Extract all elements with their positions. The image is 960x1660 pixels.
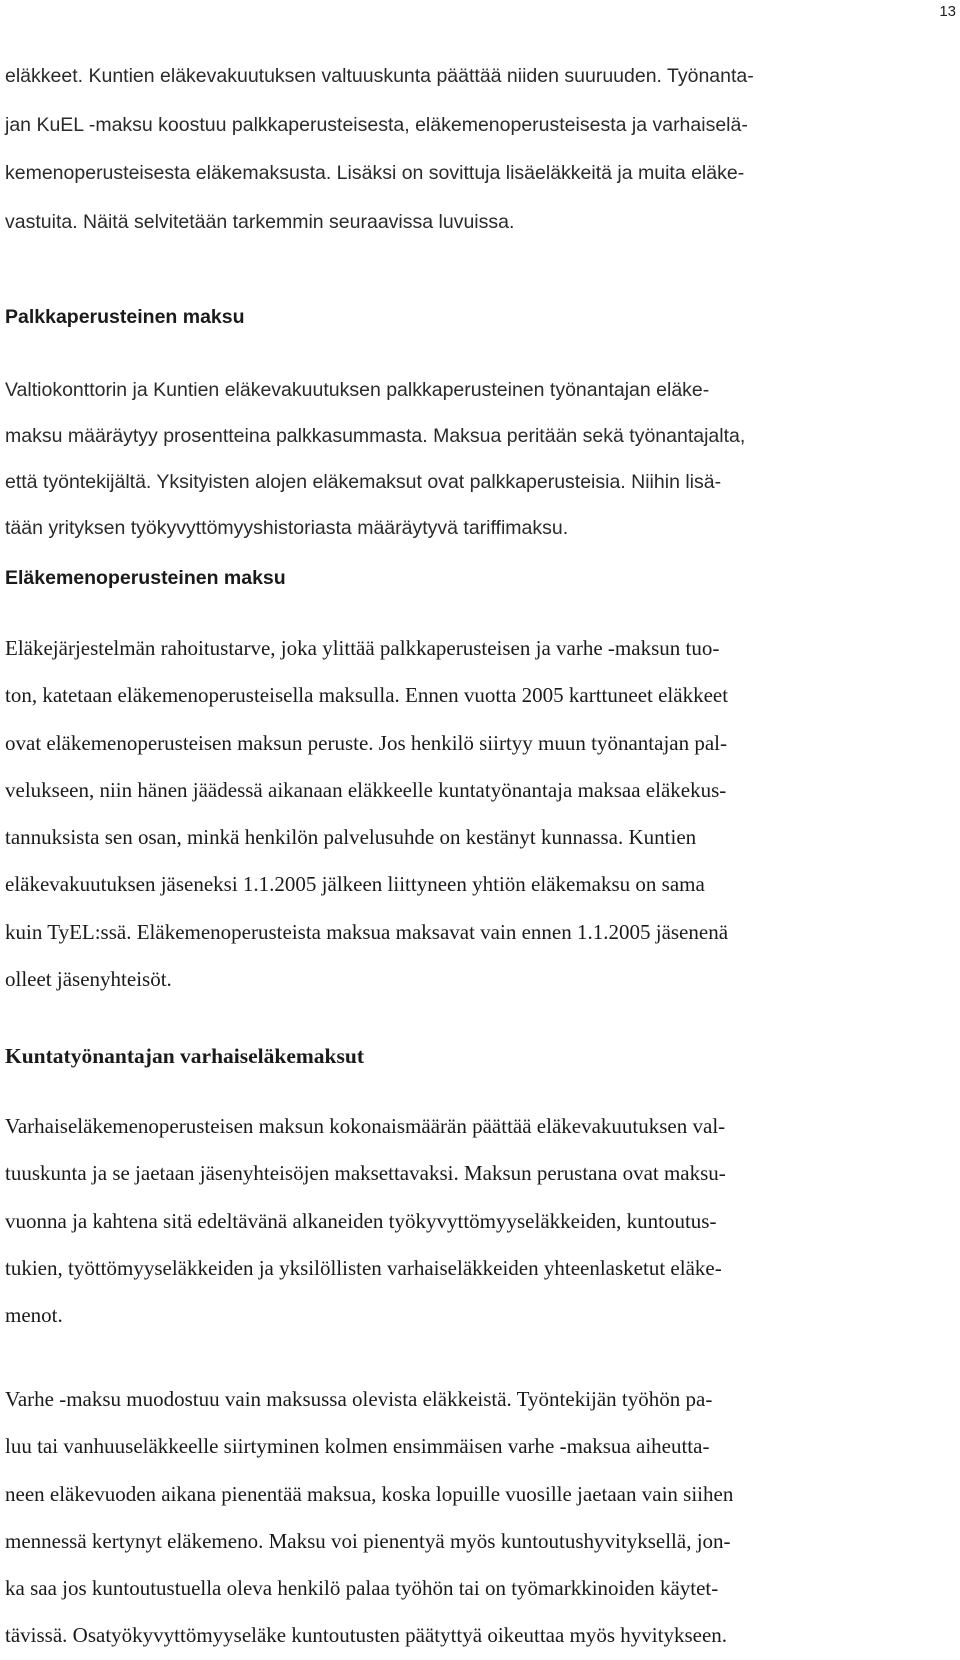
text-line: velukseen, niin hänen jäädessä aikanaan eläkkeelle kuntatyönantaja maksaa eläkekus- [5,777,727,802]
text-line: jan KuEL -maksu koostuu palkkaperusteisesta, eläkemenoperusteisesta ja varhaiselä- [5,113,748,136]
text-line: tään yrityksen työkyvyttömyyshistoriasta määräytyvä tariffimaksu. [5,517,569,539]
section-heading-kuntatyonantajan: Kuntatyönantajan varhaiseläkemaksut [5,1044,364,1068]
text-line: vuonna ja kahtena sitä edeltävänä alkaneiden työkyvyttömyyseläkkeiden, kuntoutus- [5,1208,717,1233]
text-line: olleet jäsenyhteisöt. [5,967,172,992]
text-line: ton, katetaan eläkemenoperusteisella maksulla. Ennen vuotta 2005 karttuneet eläkkeet [5,683,729,708]
text-line: menot. [5,1303,63,1328]
section3-paragraph-2 [5,1376,955,1660]
page-number: 13 [939,3,956,20]
text-line: Varhe -maksu muodostuu vain maksussa olevista eläkkeistä. Työntekijän työhön pa- [5,1387,713,1411]
intro-paragraph [5,52,955,246]
text-line: kuin TyEL:ssä. Eläkemenoperusteista maksua maksavat vain ennen 1.1.2005 jäsenenä [5,919,729,944]
text-line: neen eläkevuoden aikana pienentää maksua, koska lopuille vuosille jaetaan vain siihen [5,1481,734,1506]
text-line: maksu määräytyy prosentteina palkkasummasta. Maksua peritään sekä työnantajalta, [5,425,746,447]
section2-paragraph [5,625,955,1003]
text-line: tukien, työttömyyseläkkeiden ja yksilöllisten varhaiseläkkeiden yhteenlasketut eläke- [5,1255,722,1280]
text-line: luu tai vanhuuseläkkeelle siirtyminen kolmen ensimmäisen varhe -maksua aiheutta- [5,1434,710,1459]
text-line: vastuita. Näitä selvitetään tarkemmin seuraavissa luvuissa. [5,210,515,233]
section3-paragraph-1 [5,1103,955,1339]
section-heading-palkkaperusteinen: Palkkaperusteinen maksu [5,306,245,328]
text-line: mennessä kertynyt eläkemeno. Maksu voi pienentyä myös kuntoutushyvityksellä, jon- [5,1528,731,1553]
text-line: tävissä. Osatyökyvyttömyyseläke kuntoutusten päätyttyä oikeuttaa myös hyvitykseen. [5,1623,728,1648]
text-line: eläkkeet. Kuntien eläkevakuutuksen valtuuskunta päättää niiden suuruuden. Työnanta- [5,65,754,87]
text-line: Valtiokonttorin ja Kuntien eläkevakuutuksen palkkaperusteinen työnantajan eläke- [5,379,710,401]
text-line: ovat eläkemenoperusteisen maksun peruste. Jos henkilö siirtyy muun työnantajan pal- [5,730,727,755]
text-line: tuuskunta ja se jaetaan jäsenyhteisöjen maksettavaksi. Maksun perustana ovat maksu- [5,1161,726,1186]
text-line: että työntekijältä. Yksityisten alojen eläkemaksut ovat palkkaperusteisia. Niihin lisä- [5,471,722,493]
text-line: tannuksista sen osan, minkä henkilön palvelusuhde on kestänyt kunnassa. Kuntien [5,825,697,850]
text-line: Varhaiseläkemenoperusteisen maksun kokonaismäärän päättää eläkevakuutuksen val- [5,1114,726,1138]
text-line: eläkevakuutuksen jäseneksi 1.1.2005 jälkeen liittyneen yhtiön eläkemaksu on sama [5,872,705,897]
text-line: kemenoperusteisesta eläkemaksusta. Lisäksi on sovittuja lisäeläkkeitä ja muita eläke- [5,162,745,184]
text-line: ka saa jos kuntoutustuella oleva henkilö palaa työhön tai on työmarkkinoiden käytet- [5,1576,719,1601]
section1-paragraph [5,367,955,551]
section-heading-elakemenoperusteinen: Eläkemenoperusteinen maksu [5,567,286,589]
text-line: Eläkejärjestelmän rahoitustarve, joka ylittää palkkaperusteisen ja varhe -maksun tuo- [5,636,720,660]
